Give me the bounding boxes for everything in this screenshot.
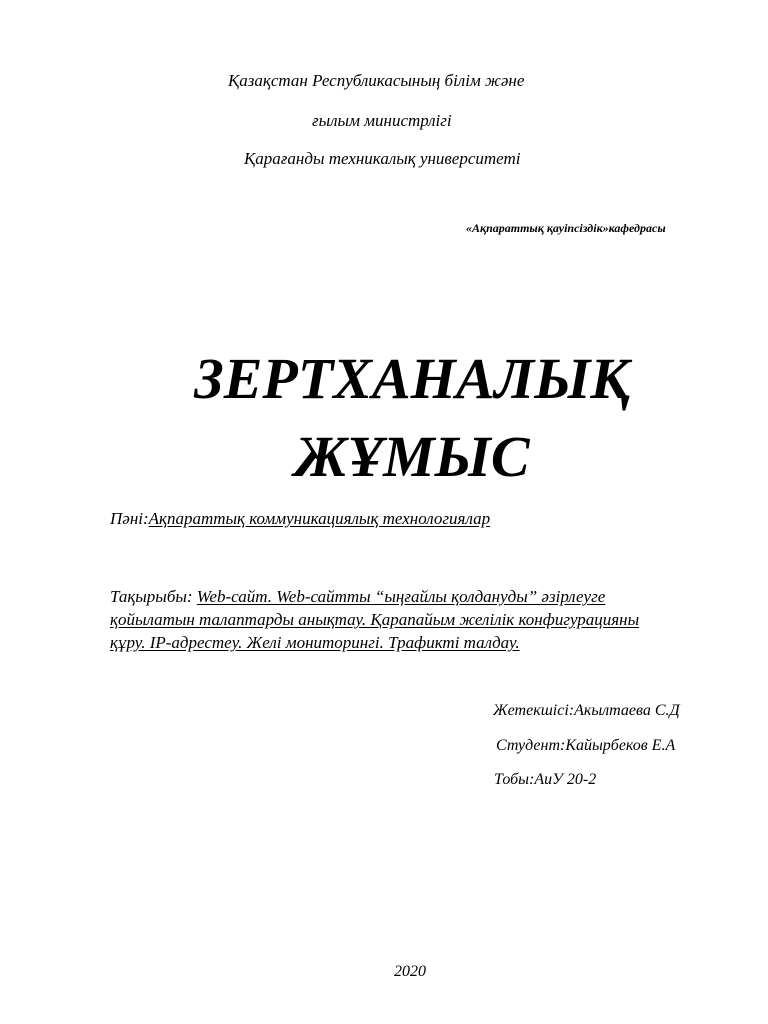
- topic-label: Тақырыбы:: [110, 587, 197, 606]
- subject-line: [110, 510, 490, 527]
- department-name: «Ақпараттық қауіпсіздік»кафедрасы: [466, 221, 666, 235]
- subject-label: Пәні:: [110, 509, 149, 528]
- year: 2020: [394, 963, 426, 980]
- topic-text-3: құру. IP-адрестеу. Желі мониторингі. Трафикті талдау.: [110, 633, 520, 652]
- topic-line-1: [110, 588, 605, 605]
- ministry-line-2: ғылым министрлігі: [312, 111, 452, 130]
- document-title-line-1: ЗЕРТХАНАЛЫҚ: [194, 346, 630, 411]
- ministry-line-1: Қазақстан Республикасының білім және: [228, 71, 525, 90]
- student-line: Студент:Кайырбеков Е.А: [496, 737, 676, 754]
- group-line: Тобы:АиУ 20-2: [494, 771, 597, 788]
- topic-text-2: қойылатын талаптарды анықтау. Қарапайым желілік конфигурацияны: [110, 610, 640, 629]
- university-name: Қарағанды техникалық университеті: [244, 149, 521, 168]
- document-title-line-2: ЖҰМЫС: [294, 424, 530, 489]
- supervisor-line: Жетекшісі:Акылтаева С.Д: [493, 702, 680, 719]
- subject-value: Ақпараттық коммуникациялық технологиялар: [148, 509, 491, 528]
- topic-text-1: Web-сайт. Web-сайтты “ыңғайлы қолдануды” әзірлеуге: [196, 587, 606, 606]
